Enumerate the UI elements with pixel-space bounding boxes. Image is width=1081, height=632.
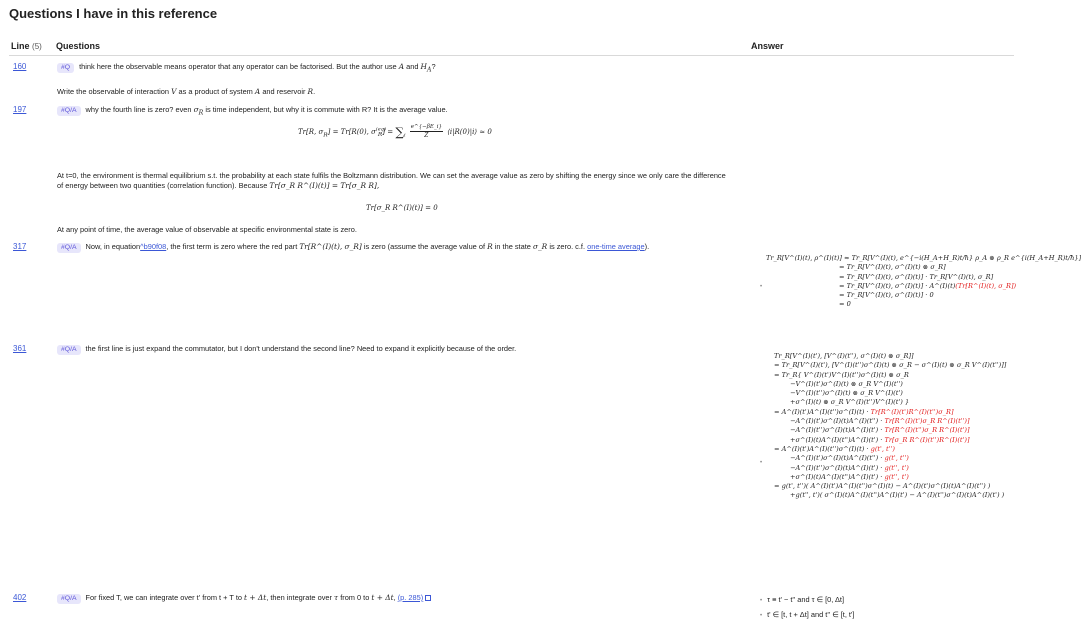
- answer-bullet: •: [760, 460, 763, 466]
- answer-derivation-361: Tr_R[V^(I)(t'), [V^(I)(t''), σ^(I)(t) ⊗ σ_R]] = Tr_R[V^(I)(t'), [V^(I)(t'')σ^(I)(t) ⊗ σ_R − σ^(I)(t) ⊗ σ_R V^(I)(t'')]] = Tr_R{ V^(I)(t')V^(I)(t'')σ^(I)(t) ⊗ σ_R −V^(I)(t')σ^(I)(t) ⊗ σ_R V^(I)(t'') −V^(I)(t'')σ^(I)(t) ⊗ σ_R V^(I)(t') +σ^(I)(t) ⊗ σ_R V^(I)(t'')V^(I)(t') } = A^(I)(t')A^(I)(t'')σ^(I)(t) · Tr[R^(I)(t')R^(I)(t'')σ_R] −A^(I)(t')σ^(I)(t)A^(I)(t'') · Tr[R^(I)(t')σ_R R^(I)(t'')] −A^(I)(t'')σ^(I)(t)A^(I)(t') · Tr[R^(I)(t'')σ_R R^(I)(t')] +σ^(I)(t)A^(I)(t'')A^(I)(t') · Tr[σ_R R^(I)(t'')R^(I)(t')] = A^(I)(t')A^(I)(t'')σ^(I)(t) · g(t', t'') −A^(I)(t')σ^(I)(t)A^(I)(t'') · g(t', t'') −A^(I)(t'')σ^(I)(t)A^(I)(t') · g(t'', t') +σ^(I)(t)A^(I)(t'')A^(I)(t') · g(t'', t') = g(t', t'')( A^(I)(t')A^(I)(t'')σ^(I)(t) − A^(I)(t')σ^(I)(t)A^(I)(t'') ) +g(t'', t')( σ^(I)(t)A^(I)(t'')A^(I)(t') − A^(I)(t'')σ^(I)(t)A^(I)(t') ): [774, 352, 1007, 500]
- question-row-317: #Q/A Now, in equation^b90f08, the first term is zero where the red part Tr[R^(I)(t), σ_R] is zero (assume the average value of R in the state σ_R is zero. c.f. one-time average).: [57, 242, 649, 253]
- line-link-160[interactable]: 160: [13, 62, 27, 71]
- line-link-402[interactable]: 402: [13, 593, 27, 602]
- question-tag[interactable]: #Q/A: [57, 243, 81, 253]
- answer-paragraph-197-b: At any point of time, the average value of observable at specific environmental state is zero.: [57, 225, 357, 234]
- question-note-160: Write the observable of interaction V as a product of system A and reservoir R.: [57, 87, 316, 96]
- list-item: • t' ∈ [t, t + Δt] and t'' ∈ [t, t']: [760, 608, 854, 623]
- line-link-361[interactable]: 361: [13, 344, 27, 353]
- answer-bullet: •: [760, 284, 763, 290]
- equation-trace-commutator: Tr[R, $\sigma_R] = Tr[R(0)$, $\sigma^{(eq)}_R] = \sum_i$ $\frac{e\^{}\{-\beta E\_i\}}{Z}$ ⟨i|R(0)|i⟩ ≈ 0: [298, 124, 492, 139]
- question-row-160: #Q think here the observable means operator that any operator can be factorised. But the author use A and $H_A$?: [57, 62, 436, 75]
- question-row-402: #Q/A For fixed T, we can integrate over t' from t + T to t + Δt, then integrate over τ from 0 to t + Δt, (p. 285): [57, 593, 431, 604]
- question-row-361: #Q/A the first line is just expand the commutator, but I don't understand the second line? Need to expand it explicitly because of the order.: [57, 344, 516, 355]
- equation-link[interactable]: ^b90f08: [140, 242, 167, 251]
- column-header-line[interactable]: [11, 41, 42, 51]
- question-row-197: #Q/A why the fourth line is zero? even $\sigma_R$ is time independent, but why it is commute with R? It is the average value.: [57, 105, 448, 118]
- question-tag[interactable]: #Q/A: [57, 106, 81, 116]
- answer-derivation-317: Tr_R[V^(I)(t), ρ^(I)(t)] ≈ Tr_R[V^(I)(t), e^{−i(H_A+H_R)t/ħ} ρ_A ⊗ ρ_R e^{i(H_A+H_R)t/ħ}] = Tr_R[V^(I)(t), σ^(I)(t) ⊗ σ_R] = Tr_R[V^(I)(t), σ^(I)(t)] · Tr_R[V^(I)(t), σ_R] = Tr_R[V^(I)(t), σ^(I)(t)] · A^(I)(t)(Tr[R^(I)(t), σ_R]) = Tr_R[V^(I)(t), σ^(I)(t)] · 0 = 0: [766, 254, 1081, 309]
- line-link-197[interactable]: 197: [13, 105, 27, 114]
- column-header-answer[interactable]: Answer: [751, 41, 784, 51]
- column-header-line-count: (5): [32, 42, 42, 51]
- answer-paragraph-197: At t=0, the environment is thermal equilibrium s.t. the probability at each state fulfils the Boltzmann distribution. We can set the average value as zero by shifting the energy since we only care the difference of energy between two quantities (correlation function). Because Tr[σ_R R^(I)(t)] = Tr[σ_R R],: [57, 171, 726, 190]
- external-link-icon[interactable]: [425, 595, 431, 601]
- column-header-questions[interactable]: Questions: [56, 41, 101, 51]
- page-title: Questions I have in this reference: [9, 6, 218, 21]
- list-item: • τ ≡ t' − t'' and τ ∈ [0, Δt]: [760, 593, 854, 608]
- question-tag[interactable]: #Q/A: [57, 594, 81, 604]
- question-tag[interactable]: #Q/A: [57, 345, 81, 355]
- page-reference-link[interactable]: (p. 285): [397, 593, 424, 602]
- one-time-average-link[interactable]: one-time average: [587, 242, 645, 251]
- question-tag[interactable]: #Q: [57, 63, 74, 73]
- column-header-line-label: Line: [11, 41, 30, 51]
- equation-average-zero: Tr[σ_R R^(I)(t)] = 0: [366, 204, 438, 212]
- header-divider: [9, 55, 1014, 56]
- answer-list-402: [760, 593, 854, 623]
- line-link-317[interactable]: 317: [13, 242, 27, 251]
